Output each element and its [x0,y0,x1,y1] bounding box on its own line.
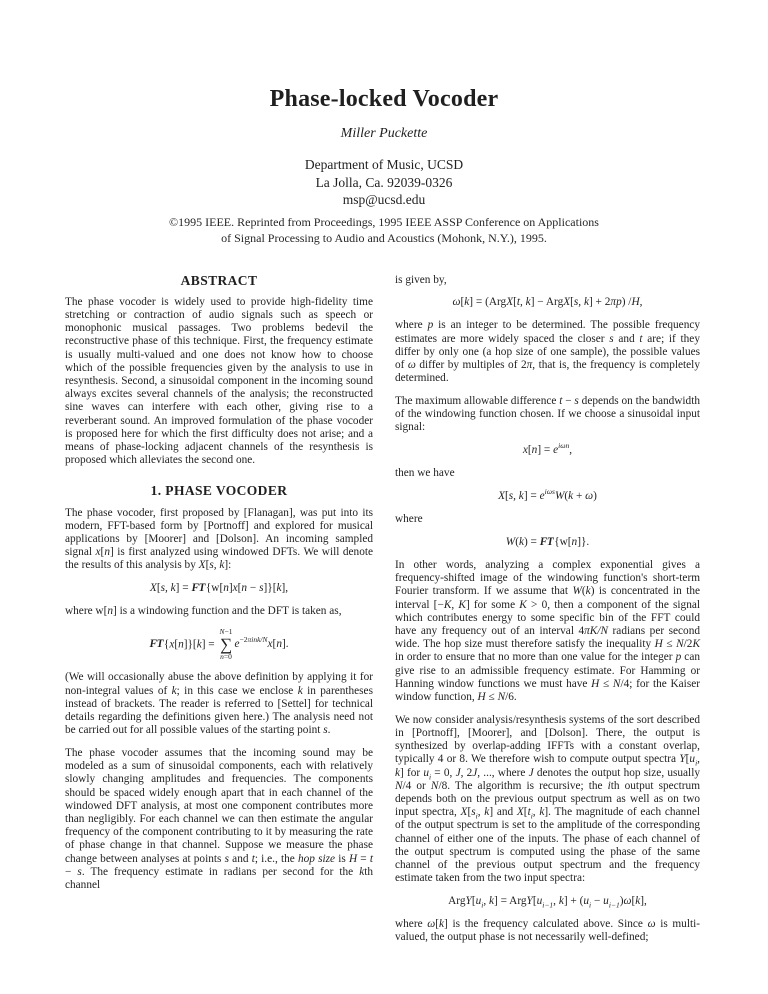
equation-analysis: X[s, k] = FT{w[n]x[n − s]}[k], [149,582,289,595]
paragraph-intro: The phase vocoder, first proposed by [Flanagan], was put into its modern, FFT-based form by [Portnoff] and explored for musical applications by [Moorer] and [Dolson]. An incoming sampled signal x[n] is first analyzed using windowed DFTs. We will denote the results of this analysis by X[s, k]: [65,506,374,572]
paragraph-other-words: In other words, analyzing a complex exponential gives a frequency-shifted image of the windowing function's short-term Fourier transform. If we assume that W(k) is concentrated in the interval [−K, K] for some K > 0, then a component of the signal which contributes energy to some specific bin of the FFT could have any frequency out of an interval 4πK/N radians per second wide. The hop size must therefore satisfy the inequality H ≤ N/2K in order to ensure that no more than one value for the integer p can give rise to an admissible frequency estimate. For Hamming or Hanning window functions we must have H ≤ N/4; for the Kaiser window function, H ≤ N/6. [395,559,701,704]
affiliation-line-department: Department of Music, UCSD [304,157,464,172]
equation-frequency-estimate: ω[k] = (ArgX[t, k] − ArgX[s, k] + 2πp) /H, [452,296,643,309]
paragraph-integer-p: where p is an integer to be determined. The possible frequency estimates are more widely spaced the closer s and t are; if they differ by only one (a hop size of one sample), the possible values of ω differ by multiples of 2π, that is, the frequency is completely determined. [395,319,701,385]
section-1-heading: 1. PHASE VOCODER [150,483,288,499]
equation-shifted-window: X[s, $k] = e^{i\omega s}W(k + \omega)$ [498,487,597,502]
two-column-body [65,274,705,945]
left-column [65,274,373,945]
abstract-paragraph: The phase vocoder is widely used to provide high-fidelity time stretching or contraction of audio signals such as speech or monophonic musical passages. Two problems bedevil the reconstructive phase of this technique. First, the frequency estimate is usually multi-valued and one does not know how to choose which of the possible frequencies given by the analysis to use in resynthesis. Second, a sinusoidal component in the incoming sound always excites several channels of the analysis; the reconstructed sine waves can interfere with each other, giving rise to a reverberant sound. An improved formulation of the phase vocoder is proposed here for which the first difficulty does not arise; and a means of phase-locking adjacent channels of the resynthesis is proposed which alleviates the second one. [65,295,373,467]
paragraph-sinusoidal-model: The phase vocoder assumes that the incoming sound may be modeled as a sum of sinusoidal components, each with relatively slowly changing amplitudes and frequencies. The components should be spaced widely enough apart that in each channel of the windowed DFT analysis, at most one component contributes more than negligibly. For each channel we can then estimate the angular frequency of the component contributing to it by measuring the rate of phase change in that channel. Suppose we measure the phase change between analyses at points s and t; i.e., the hop size is H = t − s. The frequency estimate in radians per second for the kth channel [65,746,374,892]
dft-rhs: $e^{-2\pi ink/N}x[n]$. [234,635,289,651]
abstract-heading: ABSTRACT [180,272,258,288]
affiliation-block [0,156,768,209]
copyright-block [0,214,768,246]
equation-window-transform: W(k) = FT{w[n]}. [505,535,590,548]
summation-upper-limit: N−1 [219,626,233,636]
copyright-line-2: of Signal Processing to Audio and Acoustics (Mohonk, N.Y.), 1995. [221,230,547,245]
paragraph-then-we-have: then we have [395,467,455,480]
right-column [395,274,700,945]
dft-lhs: FT{x[n]}[k] = [149,638,218,651]
affiliation-line-email: msp@ucsd.edu [342,192,426,207]
summation-lower-limit: n=0 [220,652,232,662]
paragraph-max-difference: The maximum allowable difference t − s depends on the bandwidth of the windowing function chosen. If we choose a sinusoidal input signal: [395,394,700,434]
paragraph-window: where w[n] is a windowing function and the DFT is taken as, [65,605,342,618]
equation-input-signal: $x[n] = e^{i\omega n}$, [522,441,573,457]
paragraph-is-given-by: is given by, [395,273,447,286]
author-name: Miller Puckette [340,126,428,141]
paragraph-abuse-definition: (We will occasionally abuse the above definition by applying it for non-integral values of k; in this case we enclose k in parentheses instead of brackets. The reader is referred to [Settel] for technical details regarding the definitions given here.) The analysis need not be carried out for all possible values of the starting point s. [65,671,373,737]
affiliation-line-address: La Jolla, Ca. 92039-0326 [315,174,453,190]
equation-output-phase: $ArgY[u_i$, $k] = ArgY[u_{i-1}$, $k] + (u_i - u_{i-1})\omega[k]$, [448,894,647,910]
paragraph-multivalued: where ω[k] is the frequency calculated above. Since ω is multi-valued, the output phase is not necessarily well-defined; [395,918,701,944]
paragraph-where: where [395,513,423,526]
paper-header [0,86,768,246]
page-title: Phase-locked Vocoder [269,86,499,112]
copyright-line-1: ©1995 IEEE. Reprinted from Proceedings, 1995 IEEE ASSP Conference on Applications [169,214,599,229]
summation-sigma-symbol: ∑ [219,635,233,655]
summation-stack [220,628,233,662]
paragraph-resynthesis-systems: We now consider analysis/resynthesis systems of the sort described in [Portnoff], [Moorer], and [Dolson]. There, the output is synthesized by overlap-adding IFFTs with a constant overlap, typically 4 or 8. We therefore wish to compute output spectra $Y[u_i$, k] for $u_i = 0$, J, 2J, ..., where J denotes the output hop size, usually N/4 or N/8. The algorithm is recursive; the ith output spectrum depends both on the previous output spectrum as well as on two input spectra, $X[s_i$, k] and $X[t_i$, k]. The magnitude of each channel of the output spectrum is set to the amplitude of the corresponding channel of either one of the inputs. The phase of each channel of the output spectrum is computed using the phase of the same channel of the previous output spectrum and the frequency estimate taken from the two input spectra: [395,713,700,885]
equation-dft [65,628,373,662]
